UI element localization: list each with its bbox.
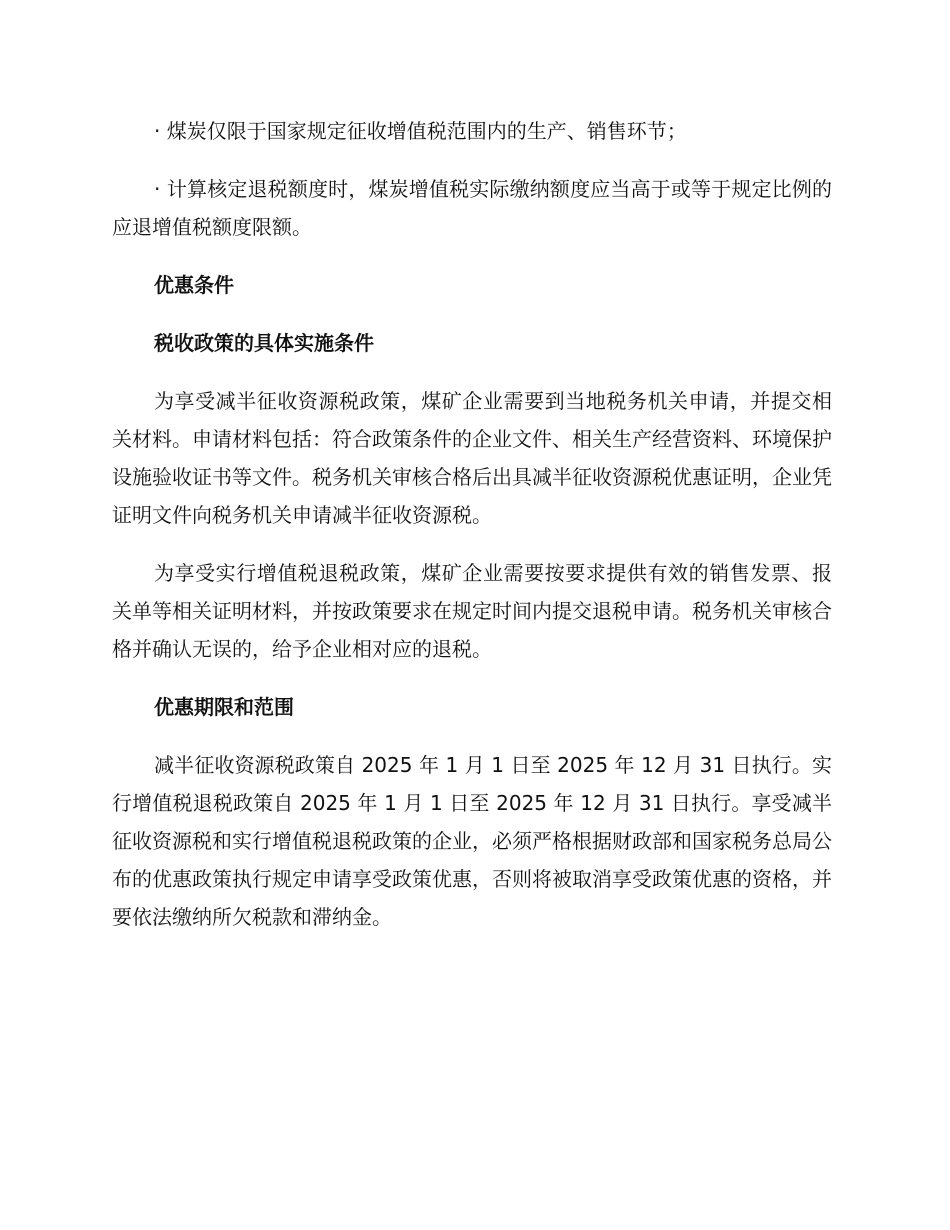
paragraph-period: 减半征收资源税政策自 2025 年 1 月 1 日至 2025 年 12 月 31 日执行。实行增值税退税政策自 2025 年 1 月 1 日至 2025 年 12 月 31 日执行。享受减半征收资源税和实行增值税退税政策的企业，必须严格根据财政部和国家税务总局公布的优惠政策执行规定申请享受政策优惠，否则将被取消享受政策优惠的资格，并要依法缴纳所欠税款和滞纳金。 <box>112 753 832 929</box>
section-heading-implementation: 税收政策的具体实施条件 <box>154 331 374 355</box>
document-page <box>112 112 832 956</box>
section-heading-period-scope: 优惠期限和范围 <box>154 695 294 719</box>
bullet-item-1: · 煤炭仅限于国家规定征收增值税范围内的生产、销售环节； <box>154 119 687 143</box>
paragraph-vat-refund: 为享受实行增值税退税政策，煤矿企业需要按要求提供有效的销售发票、报关单等相关证明材料，并按政策要求在规定时间内提交退税申请。税务机关审核合格并确认无误的，给予企业相对应的退税。 <box>112 561 832 661</box>
bullet-item-2: · 计算核定退税额度时，煤炭增值税实际缴纳额度应当高于或等于规定比例的应退增值税额度限额。 <box>112 177 832 239</box>
section-heading-conditions: 优惠条件 <box>154 273 234 297</box>
paragraph-resource-tax: 为享受减半征收资源税政策，煤矿企业需要到当地税务机关申请，并提交相关材料。申请材料包括：符合政策条件的企业文件、相关生产经营资料、环境保护设施验收证书等文件。税务机关审核合格后出具减半征收资源税优惠证明，企业凭证明文件向税务机关申请减半征收资源税。 <box>112 389 832 527</box>
